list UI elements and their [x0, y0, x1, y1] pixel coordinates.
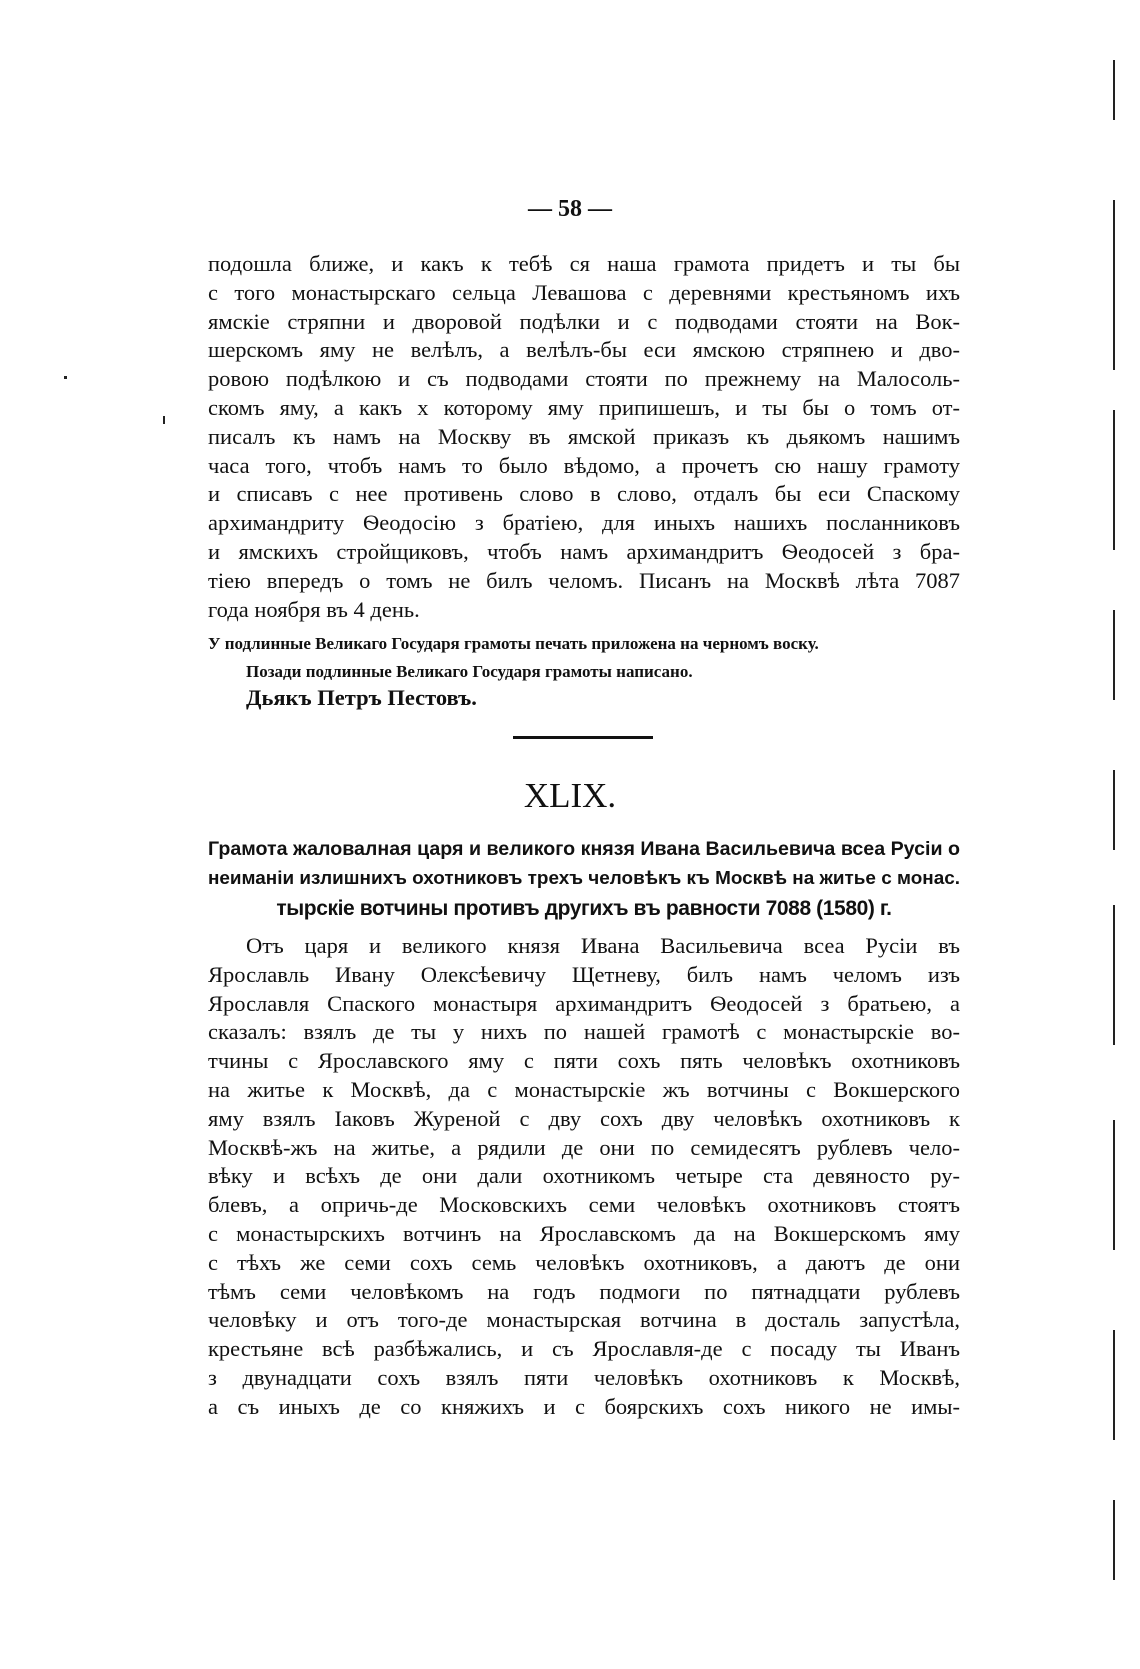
reverse-note: Позади подлинные Великаго Государя грамоты написано.	[246, 662, 693, 681]
text-line: человѣку и отъ того-де монастырская вотчина в досталь запустѣла,	[208, 1307, 960, 1333]
scan-edge-mark	[1113, 60, 1115, 120]
text-line: на житье к Москвѣ, да с монастырскіе жъ вотчины с Вокшерского	[208, 1076, 960, 1102]
seal-note: У подлинные Великаго Государя грамоты печать приложена на черномъ воску.	[208, 634, 819, 653]
section-divider	[513, 736, 653, 739]
text-line: сказалъ: взялъ де ты у нихъ по нашей грамотѣ с монастырскіе во-	[208, 1019, 960, 1045]
text-line: вѣку и всѣхъ де они дали охотникомъ четыре ста девяносто ру-	[208, 1163, 960, 1189]
text-line: Ярославля Спаского монастыря архимандритъ Ѳеодосей з братьею, а	[208, 990, 960, 1016]
text-line: яму взялъ Іаковъ Журеной с дву сохъ дву человѣкъ охотниковъ к	[208, 1105, 960, 1131]
continuation-text	[208, 250, 960, 624]
text-line: ямскіе стряпни и дворовой подѣлки и с подводами стояти на Вок-	[208, 308, 960, 334]
signature: Дьякъ Петръ Пестовъ.	[246, 685, 477, 710]
text-line: Ярославль Ивану Олексѣевичу Щетневу, билъ намъ челомъ изъ	[208, 961, 960, 987]
text-line: а съ иныхъ де со княжихъ и с боярскихъ сохъ никого не имы-	[208, 1393, 960, 1419]
text-line: с монастырскихъ вотчинъ на Ярославскомъ да на Вокшерскомъ яму	[208, 1220, 960, 1246]
text-line: шерскомъ яму не велѣлъ, а велѣлъ-бы еси ямскою стряпнею и дво-	[208, 337, 960, 363]
text-line: скомъ яму, а какъ х которому яму припишешъ, и ты бы о томъ от-	[208, 394, 960, 420]
text-line: тчины с Ярославского яму с пяти сохъ пять человѣкъ охотниковъ	[208, 1048, 960, 1074]
text-line: Москвѣ-жъ на житье, а рядили де они по семидесятъ рублевъ чело-	[208, 1134, 960, 1160]
scan-edge-mark	[1113, 610, 1115, 700]
text-line: Отъ царя и великого князя Ивана Васильевича всеа Русіи въ	[246, 933, 960, 958]
scan-edge-mark	[1113, 905, 1115, 1045]
text-line: года ноября въ 4 день.	[208, 596, 420, 622]
text-line: часа того, чтобъ намъ то было вѣдомо, а прочетъ сю нашу грамоту	[208, 452, 960, 478]
text-line: писалъ къ намъ на Москву въ ямской приказъ къ дьякомъ нашимъ	[208, 423, 960, 449]
heading-line: неиманіи излишнихъ охотниковъ трехъ человѣкъ къ Москвѣ на житье с монас.	[208, 868, 960, 889]
section-number: XLIX.	[523, 776, 617, 815]
scan-edge-mark	[1113, 410, 1115, 550]
heading-line: Грамота жаловалная царя и великого князя Ивана Васильевича всеа Русіи о	[208, 838, 960, 860]
scan-speck	[163, 416, 165, 424]
scan-edge-mark	[1113, 1120, 1115, 1250]
text-line: тіею впередъ о томъ не билъ челомъ. Писанъ на Москвѣ лѣта 7087	[208, 567, 960, 593]
heading-line: тырскіе вотчины противъ другихъ въ равности 7088 (1580) г.	[276, 897, 892, 920]
scan-edge-mark	[1113, 770, 1115, 850]
section-heading	[208, 834, 960, 924]
text-line: и ямскихъ стройщиковъ, чтобъ намъ архимандритъ Ѳеодосей з бра-	[208, 538, 960, 564]
text-line: блевъ, а опричь-де Московскихъ семи человѣкъ охотниковъ стоятъ	[208, 1192, 960, 1218]
text-line: тѣмъ семи человѣкомъ на годъ подмоги по пятнадцати рублевъ	[208, 1278, 960, 1304]
text-line: архимандриту Ѳеодосію з братіею, для иныхъ нашихъ посланниковъ	[208, 510, 960, 536]
scan-speck	[64, 376, 67, 379]
text-line: з двунадцати сохъ взялъ пяти человѣкъ охотниковъ к Москвѣ,	[208, 1364, 960, 1390]
text-line: крестьяне всѣ разбѣжались, и съ Ярославля-де с посаду ты Иванъ	[208, 1336, 960, 1362]
scan-edge-mark	[1113, 1330, 1115, 1440]
text-line: подошла ближе, и какъ к тебѣ ся наша грамота придетъ и ты бы	[208, 251, 960, 276]
text-line: с тѣхъ же семи сохъ семь человѣкъ охотниковъ, а даютъ де они	[208, 1249, 960, 1275]
charter-body	[208, 932, 960, 1422]
scan-edge-mark	[1113, 1500, 1115, 1580]
text-line: с того монастырскаго сельца Левашова с деревнями крестьяномъ ихъ	[208, 279, 960, 305]
text-line: и списавъ с нее противень слово в слово, отдалъ бы еси Спаскому	[208, 481, 960, 507]
text-line: ровою подѣлкою и съ подводами стояти по прежнему на Малосоль-	[208, 366, 960, 392]
page-number: — 58 —	[528, 196, 612, 222]
scan-edge-mark	[1113, 200, 1115, 370]
